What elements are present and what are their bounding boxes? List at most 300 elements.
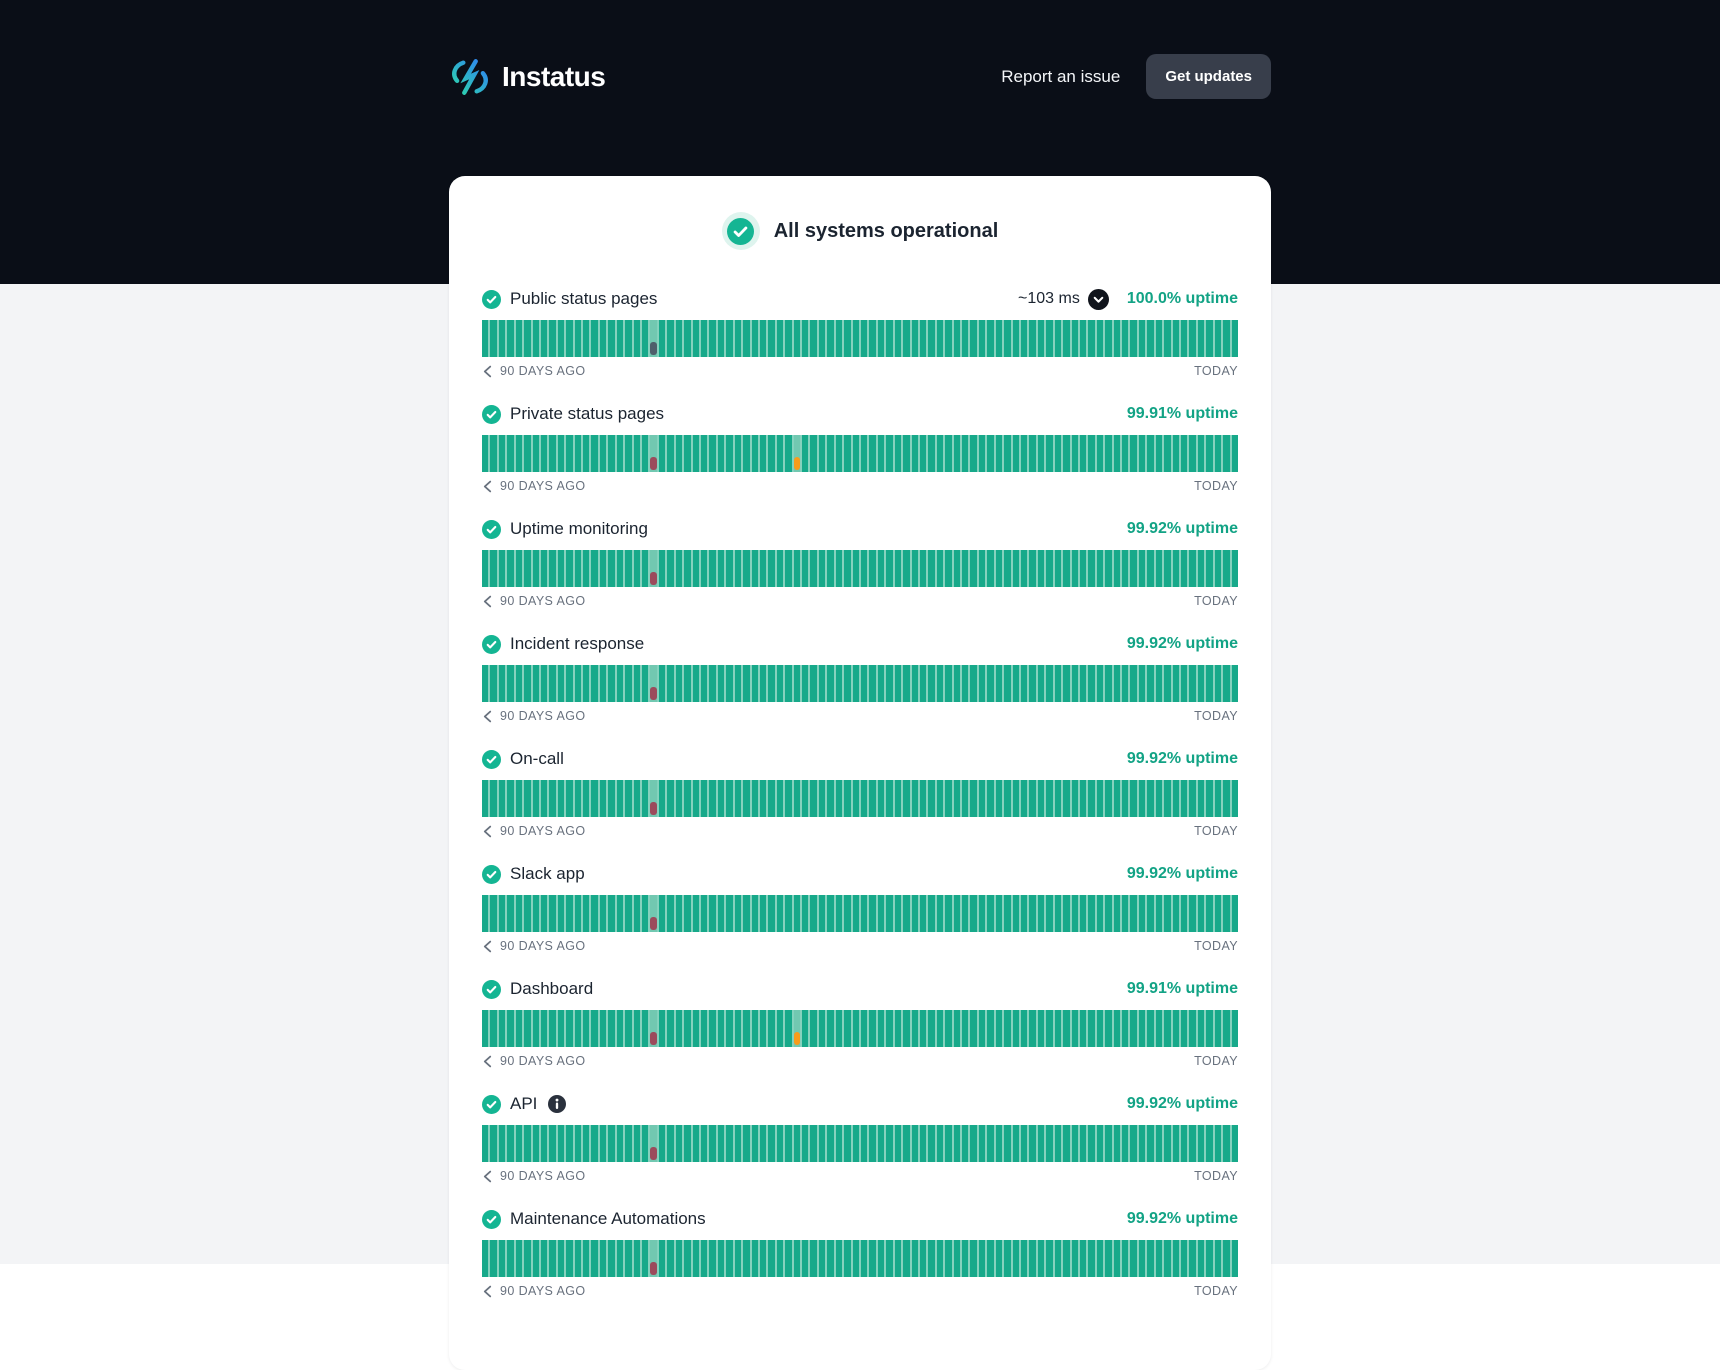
uptime-bar-day[interactable] — [1198, 320, 1204, 357]
uptime-bar-day[interactable] — [903, 435, 909, 472]
uptime-bar-day[interactable] — [1164, 665, 1170, 702]
uptime-bar-day[interactable] — [735, 895, 741, 932]
uptime-bar-day[interactable] — [566, 1125, 572, 1162]
uptime-bar-day[interactable] — [634, 1125, 640, 1162]
uptime-bar-day[interactable] — [794, 435, 800, 472]
uptime-bar-day[interactable] — [1029, 435, 1035, 472]
uptime-bar-day[interactable] — [1055, 895, 1061, 932]
uptime-bar-day[interactable] — [945, 320, 951, 357]
uptime-bar-day[interactable] — [1088, 1240, 1094, 1277]
uptime-bar-day[interactable] — [895, 780, 901, 817]
uptime-bar-day[interactable] — [785, 435, 791, 472]
uptime-bar-day[interactable] — [499, 320, 505, 357]
uptime-bar-day[interactable] — [760, 1010, 766, 1047]
uptime-bar-day[interactable] — [575, 1010, 581, 1047]
uptime-bar-day[interactable] — [617, 435, 623, 472]
uptime-bar-day[interactable] — [549, 895, 555, 932]
uptime-bar-day[interactable] — [1080, 665, 1086, 702]
uptime-bar-day[interactable] — [1046, 1240, 1052, 1277]
uptime-bar-day[interactable] — [1088, 1010, 1094, 1047]
uptime-bar-day[interactable] — [886, 895, 892, 932]
uptime-bar-day[interactable] — [600, 550, 606, 587]
uptime-bar-day[interactable] — [886, 1240, 892, 1277]
uptime-bar-day[interactable] — [760, 1240, 766, 1277]
uptime-bar-day[interactable] — [970, 550, 976, 587]
uptime-bar-day[interactable] — [617, 550, 623, 587]
uptime-bar-day[interactable] — [726, 1125, 732, 1162]
uptime-bar-day[interactable] — [541, 895, 547, 932]
uptime-bar-day[interactable] — [1122, 1010, 1128, 1047]
uptime-bar-day[interactable] — [1139, 665, 1145, 702]
uptime-bar-day[interactable] — [1097, 1240, 1103, 1277]
uptime-bar-day[interactable] — [709, 320, 715, 357]
uptime-bar-day[interactable] — [1139, 320, 1145, 357]
uptime-bar-day[interactable] — [937, 1240, 943, 1277]
uptime-bar-day[interactable] — [1181, 780, 1187, 817]
uptime-bar-day[interactable] — [642, 665, 648, 702]
uptime-bar-day[interactable] — [524, 1125, 530, 1162]
uptime-bar-day[interactable] — [777, 665, 783, 702]
uptime-bar-day[interactable] — [954, 1125, 960, 1162]
uptime-bar-day[interactable] — [575, 320, 581, 357]
uptime-bar-day[interactable] — [844, 320, 850, 357]
uptime-bar-day[interactable] — [676, 1125, 682, 1162]
uptime-bar-day[interactable] — [979, 550, 985, 587]
uptime-bar-day[interactable] — [979, 1240, 985, 1277]
timeline-back[interactable] — [482, 479, 585, 493]
uptime-bar-day[interactable] — [482, 1010, 488, 1047]
uptime-bar-day[interactable] — [1021, 320, 1027, 357]
uptime-bar-day[interactable] — [591, 320, 597, 357]
uptime-bar-day[interactable] — [869, 665, 875, 702]
uptime-bar-day[interactable] — [970, 320, 976, 357]
uptime-bar-day[interactable] — [1139, 895, 1145, 932]
uptime-bar-day[interactable] — [819, 320, 825, 357]
uptime-bar-day[interactable] — [1088, 895, 1094, 932]
uptime-bar-day[interactable] — [625, 665, 631, 702]
uptime-bar-day[interactable] — [836, 435, 842, 472]
uptime-bar-day[interactable] — [810, 1010, 816, 1047]
uptime-bar-day[interactable] — [701, 1010, 707, 1047]
uptime-bar-day[interactable] — [1198, 1125, 1204, 1162]
uptime-bar-day[interactable] — [1215, 895, 1221, 932]
uptime-bar-day[interactable] — [1004, 1125, 1010, 1162]
uptime-bar-day[interactable] — [718, 320, 724, 357]
uptime-bar-day[interactable] — [1097, 780, 1103, 817]
uptime-bar-day[interactable] — [516, 1125, 522, 1162]
uptime-bar-day[interactable] — [693, 550, 699, 587]
uptime-bar-day[interactable] — [693, 895, 699, 932]
uptime-bar-day[interactable] — [844, 1125, 850, 1162]
uptime-bar-day[interactable] — [945, 780, 951, 817]
uptime-bar-day[interactable] — [1198, 665, 1204, 702]
uptime-bar-day[interactable] — [1164, 320, 1170, 357]
uptime-bar-day[interactable] — [617, 1010, 623, 1047]
uptime-bar-day[interactable] — [516, 1240, 522, 1277]
uptime-bar-day[interactable] — [785, 1010, 791, 1047]
uptime-bar-day[interactable] — [718, 550, 724, 587]
uptime-bar-day[interactable] — [1097, 320, 1103, 357]
uptime-bar-day[interactable] — [549, 780, 555, 817]
uptime-bar-day[interactable] — [709, 435, 715, 472]
uptime-bar-day[interactable] — [810, 550, 816, 587]
uptime-bar-day[interactable] — [1097, 895, 1103, 932]
uptime-bar-day[interactable] — [785, 780, 791, 817]
uptime-bar-day[interactable] — [1139, 435, 1145, 472]
uptime-bar-day[interactable] — [1130, 895, 1136, 932]
uptime-bar-day[interactable] — [1130, 780, 1136, 817]
uptime-bar-day[interactable] — [945, 550, 951, 587]
uptime-bar-day[interactable] — [617, 895, 623, 932]
uptime-bar-day[interactable] — [726, 1240, 732, 1277]
uptime-bar-day[interactable] — [1156, 320, 1162, 357]
uptime-bar-day[interactable] — [979, 1010, 985, 1047]
chevron-down-circle-icon[interactable] — [1088, 289, 1109, 310]
uptime-bar-day[interactable] — [558, 780, 564, 817]
uptime-bar-day[interactable] — [1046, 320, 1052, 357]
uptime-bar-day[interactable] — [1080, 1240, 1086, 1277]
uptime-bar-day[interactable] — [735, 665, 741, 702]
uptime-bar-day[interactable] — [777, 320, 783, 357]
uptime-bar-day[interactable] — [1105, 550, 1111, 587]
uptime-bar-day[interactable] — [1072, 1125, 1078, 1162]
uptime-bar-day[interactable] — [507, 550, 513, 587]
uptime-bar-day[interactable] — [642, 1010, 648, 1047]
uptime-bar-day[interactable] — [1156, 1010, 1162, 1047]
uptime-bar-day[interactable] — [482, 435, 488, 472]
uptime-bar-day[interactable] — [1215, 665, 1221, 702]
uptime-bar-day[interactable] — [895, 1125, 901, 1162]
uptime-bar-day[interactable] — [642, 1240, 648, 1277]
uptime-bar-day[interactable] — [1189, 1240, 1195, 1277]
uptime-bar-day[interactable] — [743, 780, 749, 817]
uptime-bar-day[interactable] — [1181, 895, 1187, 932]
uptime-bar-day[interactable] — [1004, 895, 1010, 932]
uptime-bar-day[interactable] — [1105, 1125, 1111, 1162]
uptime-bar-day[interactable] — [743, 1010, 749, 1047]
uptime-bar-day[interactable] — [1181, 435, 1187, 472]
uptime-bar-day[interactable] — [1038, 435, 1044, 472]
uptime-bar-day[interactable] — [912, 1125, 918, 1162]
uptime-bar-day[interactable] — [954, 435, 960, 472]
uptime-bar-day[interactable] — [1063, 780, 1069, 817]
uptime-bar-day[interactable] — [1105, 780, 1111, 817]
uptime-bar-day[interactable] — [566, 780, 572, 817]
uptime-bar-day[interactable] — [558, 895, 564, 932]
uptime-bar-day[interactable] — [1147, 435, 1153, 472]
uptime-bar-day[interactable] — [861, 435, 867, 472]
uptime-bar-day[interactable] — [1072, 320, 1078, 357]
uptime-bar-day[interactable] — [1013, 550, 1019, 587]
uptime-bar-day[interactable] — [1181, 550, 1187, 587]
uptime-bar-day[interactable] — [920, 1240, 926, 1277]
uptime-bar-day[interactable] — [1181, 665, 1187, 702]
uptime-bar-day[interactable] — [499, 1010, 505, 1047]
uptime-bar-day[interactable] — [912, 780, 918, 817]
uptime-bar-day[interactable] — [1072, 780, 1078, 817]
timeline-back[interactable] — [482, 364, 585, 378]
uptime-bar-day[interactable] — [810, 895, 816, 932]
uptime-bar-day[interactable] — [1105, 1240, 1111, 1277]
uptime-bar-day[interactable] — [768, 780, 774, 817]
uptime-bar-day[interactable] — [962, 435, 968, 472]
uptime-bar-day[interactable] — [558, 1125, 564, 1162]
uptime-bar-day[interactable] — [1173, 780, 1179, 817]
uptime-bar-day[interactable] — [794, 550, 800, 587]
uptime-bar-day[interactable] — [634, 1010, 640, 1047]
uptime-bar-day[interactable] — [507, 1125, 513, 1162]
uptime-bar-day[interactable] — [878, 320, 884, 357]
uptime-bar-day[interactable] — [1130, 435, 1136, 472]
uptime-bar-day[interactable] — [1088, 665, 1094, 702]
uptime-bar-day[interactable] — [1072, 1010, 1078, 1047]
uptime-bar-day[interactable] — [625, 1125, 631, 1162]
uptime-bar-day[interactable] — [726, 780, 732, 817]
uptime-bar-day[interactable] — [634, 780, 640, 817]
uptime-bar-day[interactable] — [1021, 1125, 1027, 1162]
uptime-bar-day[interactable] — [1122, 895, 1128, 932]
uptime-bar-day[interactable] — [1173, 1240, 1179, 1277]
uptime-bar-day[interactable] — [726, 435, 732, 472]
timeline-back[interactable] — [482, 939, 585, 953]
uptime-bar-day[interactable] — [667, 435, 673, 472]
uptime-bar-day[interactable] — [566, 1240, 572, 1277]
uptime-bar-day[interactable] — [1072, 1240, 1078, 1277]
uptime-bar-day[interactable] — [928, 1010, 934, 1047]
uptime-bar-day[interactable] — [667, 1010, 673, 1047]
uptime-bar-day[interactable] — [962, 1125, 968, 1162]
uptime-bar-day[interactable] — [709, 780, 715, 817]
uptime-bar-day[interactable] — [1164, 435, 1170, 472]
uptime-bar-day[interactable] — [752, 320, 758, 357]
uptime-bar-day[interactable] — [600, 435, 606, 472]
uptime-bar-day[interactable] — [987, 895, 993, 932]
uptime-bar-day[interactable] — [659, 1010, 665, 1047]
uptime-bar-day[interactable] — [895, 435, 901, 472]
uptime-bar-day[interactable] — [853, 435, 859, 472]
uptime-bar-day[interactable] — [785, 550, 791, 587]
uptime-bar-day[interactable] — [693, 1240, 699, 1277]
uptime-bar-day[interactable] — [533, 550, 539, 587]
uptime-bar-day[interactable] — [861, 895, 867, 932]
uptime-bar-day[interactable] — [970, 1010, 976, 1047]
uptime-bar-day[interactable] — [533, 1240, 539, 1277]
uptime-bar-day[interactable] — [1164, 1125, 1170, 1162]
uptime-bar-day[interactable] — [937, 780, 943, 817]
uptime-bar-day[interactable] — [516, 780, 522, 817]
uptime-bar-day[interactable] — [979, 435, 985, 472]
uptime-bar-day[interactable] — [794, 1125, 800, 1162]
uptime-bar-day[interactable] — [1223, 895, 1229, 932]
uptime-bar-day[interactable] — [987, 1125, 993, 1162]
uptime-bar-day[interactable] — [1130, 1010, 1136, 1047]
uptime-bar-day[interactable] — [549, 320, 555, 357]
uptime-bar-day[interactable] — [903, 550, 909, 587]
uptime-bar-day[interactable] — [684, 550, 690, 587]
uptime-bar-day[interactable] — [802, 895, 808, 932]
uptime-bar-day[interactable] — [617, 320, 623, 357]
brand-logo[interactable] — [449, 56, 605, 98]
uptime-bar-day[interactable] — [1004, 1010, 1010, 1047]
uptime-bar-day[interactable] — [1021, 550, 1027, 587]
uptime-bar-day[interactable] — [861, 1010, 867, 1047]
uptime-bar-day[interactable] — [1173, 320, 1179, 357]
uptime-bar-day[interactable] — [1139, 550, 1145, 587]
uptime-bar-day[interactable] — [1038, 1010, 1044, 1047]
uptime-bar-day[interactable] — [1215, 1125, 1221, 1162]
uptime-bar-day[interactable] — [709, 1240, 715, 1277]
uptime-bar-day[interactable] — [937, 1010, 943, 1047]
uptime-bar-day[interactable] — [1038, 550, 1044, 587]
uptime-bar-day[interactable] — [1021, 780, 1027, 817]
uptime-bar-day[interactable] — [794, 895, 800, 932]
uptime-bar-day[interactable] — [600, 1240, 606, 1277]
uptime-bar-day[interactable] — [1147, 895, 1153, 932]
uptime-bar-day[interactable] — [524, 550, 530, 587]
uptime-bar-day[interactable] — [667, 1240, 673, 1277]
uptime-bar-day[interactable] — [895, 550, 901, 587]
uptime-bar-day[interactable] — [895, 1240, 901, 1277]
uptime-bar-day[interactable] — [701, 780, 707, 817]
uptime-bar-day[interactable] — [785, 665, 791, 702]
uptime-bar-day[interactable] — [600, 780, 606, 817]
uptime-bar-day[interactable] — [1004, 550, 1010, 587]
uptime-bar-day[interactable] — [1013, 1240, 1019, 1277]
uptime-bar-day[interactable] — [634, 435, 640, 472]
uptime-bar-day[interactable] — [1223, 780, 1229, 817]
uptime-bar-day[interactable] — [954, 1240, 960, 1277]
uptime-bar-day[interactable] — [1013, 895, 1019, 932]
uptime-bar-day[interactable] — [1055, 1240, 1061, 1277]
uptime-bar-day[interactable] — [482, 665, 488, 702]
uptime-bar-day[interactable] — [954, 1010, 960, 1047]
uptime-bar-day[interactable] — [726, 1010, 732, 1047]
uptime-bar-day[interactable] — [684, 895, 690, 932]
uptime-bar-day[interactable] — [827, 550, 833, 587]
uptime-bar-day[interactable] — [912, 895, 918, 932]
uptime-bar-day[interactable] — [987, 665, 993, 702]
uptime-bar-day[interactable] — [937, 320, 943, 357]
uptime-bar-day[interactable] — [1130, 320, 1136, 357]
uptime-bar-day[interactable] — [541, 550, 547, 587]
timeline-back[interactable] — [482, 1054, 585, 1068]
uptime-bar-day[interactable] — [634, 550, 640, 587]
timeline-back[interactable] — [482, 594, 585, 608]
uptime-bar-day[interactable] — [575, 665, 581, 702]
uptime-bar-day[interactable] — [1164, 1010, 1170, 1047]
uptime-bar-day[interactable] — [743, 320, 749, 357]
uptime-bar-day[interactable] — [1114, 780, 1120, 817]
uptime-bar-day[interactable] — [1130, 1125, 1136, 1162]
uptime-bar-day[interactable] — [516, 435, 522, 472]
uptime-bar-day[interactable] — [558, 1010, 564, 1047]
uptime-bar-day[interactable] — [1156, 665, 1162, 702]
uptime-bar-day[interactable] — [945, 1010, 951, 1047]
uptime-bar-day[interactable] — [954, 665, 960, 702]
uptime-bar-day[interactable] — [768, 895, 774, 932]
uptime-bar-day[interactable] — [549, 1240, 555, 1277]
uptime-bar-day[interactable] — [760, 895, 766, 932]
uptime-bar-day[interactable] — [558, 665, 564, 702]
uptime-bar-day[interactable] — [1139, 1125, 1145, 1162]
uptime-bar-day[interactable] — [490, 435, 496, 472]
uptime-bar-day[interactable] — [1114, 665, 1120, 702]
uptime-bar-day[interactable] — [869, 435, 875, 472]
uptime-bar-day[interactable] — [1198, 1010, 1204, 1047]
uptime-bar-day[interactable] — [1080, 895, 1086, 932]
uptime-bar-day[interactable] — [945, 1240, 951, 1277]
uptime-bar-day[interactable] — [1097, 435, 1103, 472]
uptime-bar-day[interactable] — [937, 665, 943, 702]
uptime-bar-day[interactable] — [701, 320, 707, 357]
uptime-bar-day[interactable] — [979, 895, 985, 932]
uptime-bar-day[interactable] — [1189, 435, 1195, 472]
uptime-bar-day[interactable] — [1215, 780, 1221, 817]
uptime-bar-day[interactable] — [853, 665, 859, 702]
uptime-bar-day[interactable] — [802, 1125, 808, 1162]
uptime-bar-day[interactable] — [1080, 1010, 1086, 1047]
uptime-bar-day[interactable] — [996, 435, 1002, 472]
uptime-bar-day[interactable] — [861, 550, 867, 587]
uptime-bar-day[interactable] — [912, 1240, 918, 1277]
uptime-bar-day[interactable] — [996, 550, 1002, 587]
uptime-bar-day[interactable] — [634, 895, 640, 932]
uptime-bar-day[interactable] — [928, 435, 934, 472]
uptime-bar-day[interactable] — [869, 1010, 875, 1047]
uptime-bar-day[interactable] — [1147, 780, 1153, 817]
uptime-bar-day[interactable] — [1206, 1010, 1212, 1047]
uptime-bar-day[interactable] — [1063, 665, 1069, 702]
uptime-bar-day[interactable] — [617, 780, 623, 817]
uptime-bar-day[interactable] — [760, 665, 766, 702]
uptime-bar-day[interactable] — [667, 550, 673, 587]
uptime-bar-day[interactable] — [802, 1240, 808, 1277]
uptime-bar-day[interactable] — [490, 550, 496, 587]
uptime-bar-day[interactable] — [861, 320, 867, 357]
uptime-bar-day[interactable] — [558, 550, 564, 587]
uptime-bar-day[interactable] — [482, 1240, 488, 1277]
uptime-bar-day[interactable] — [507, 665, 513, 702]
uptime-bar-day[interactable] — [608, 1240, 614, 1277]
uptime-bar-day[interactable] — [802, 665, 808, 702]
uptime-bar-day[interactable] — [1206, 665, 1212, 702]
uptime-bar-day[interactable] — [516, 550, 522, 587]
uptime-bar-day[interactable] — [524, 1240, 530, 1277]
uptime-bar-day[interactable] — [844, 435, 850, 472]
uptime-bar-day[interactable] — [777, 435, 783, 472]
uptime-bar-day[interactable] — [625, 435, 631, 472]
uptime-bar-day[interactable] — [650, 665, 656, 702]
uptime-bar-day[interactable] — [1080, 1125, 1086, 1162]
uptime-bar-day[interactable] — [617, 665, 623, 702]
uptime-bar-day[interactable] — [1046, 1010, 1052, 1047]
uptime-bar-day[interactable] — [667, 780, 673, 817]
uptime-bar-day[interactable] — [1088, 435, 1094, 472]
uptime-bar-day[interactable] — [962, 1010, 968, 1047]
uptime-bar-day[interactable] — [861, 665, 867, 702]
uptime-bar-day[interactable] — [1156, 435, 1162, 472]
uptime-bar-day[interactable] — [1055, 550, 1061, 587]
uptime-bar-day[interactable] — [836, 1010, 842, 1047]
uptime-bar-day[interactable] — [1232, 665, 1238, 702]
uptime-bar-day[interactable] — [499, 435, 505, 472]
uptime-bar-day[interactable] — [1046, 435, 1052, 472]
uptime-bar-day[interactable] — [566, 435, 572, 472]
uptime-bar-day[interactable] — [591, 550, 597, 587]
uptime-bar-day[interactable] — [1013, 320, 1019, 357]
uptime-bar-day[interactable] — [827, 435, 833, 472]
uptime-bar-day[interactable] — [499, 550, 505, 587]
